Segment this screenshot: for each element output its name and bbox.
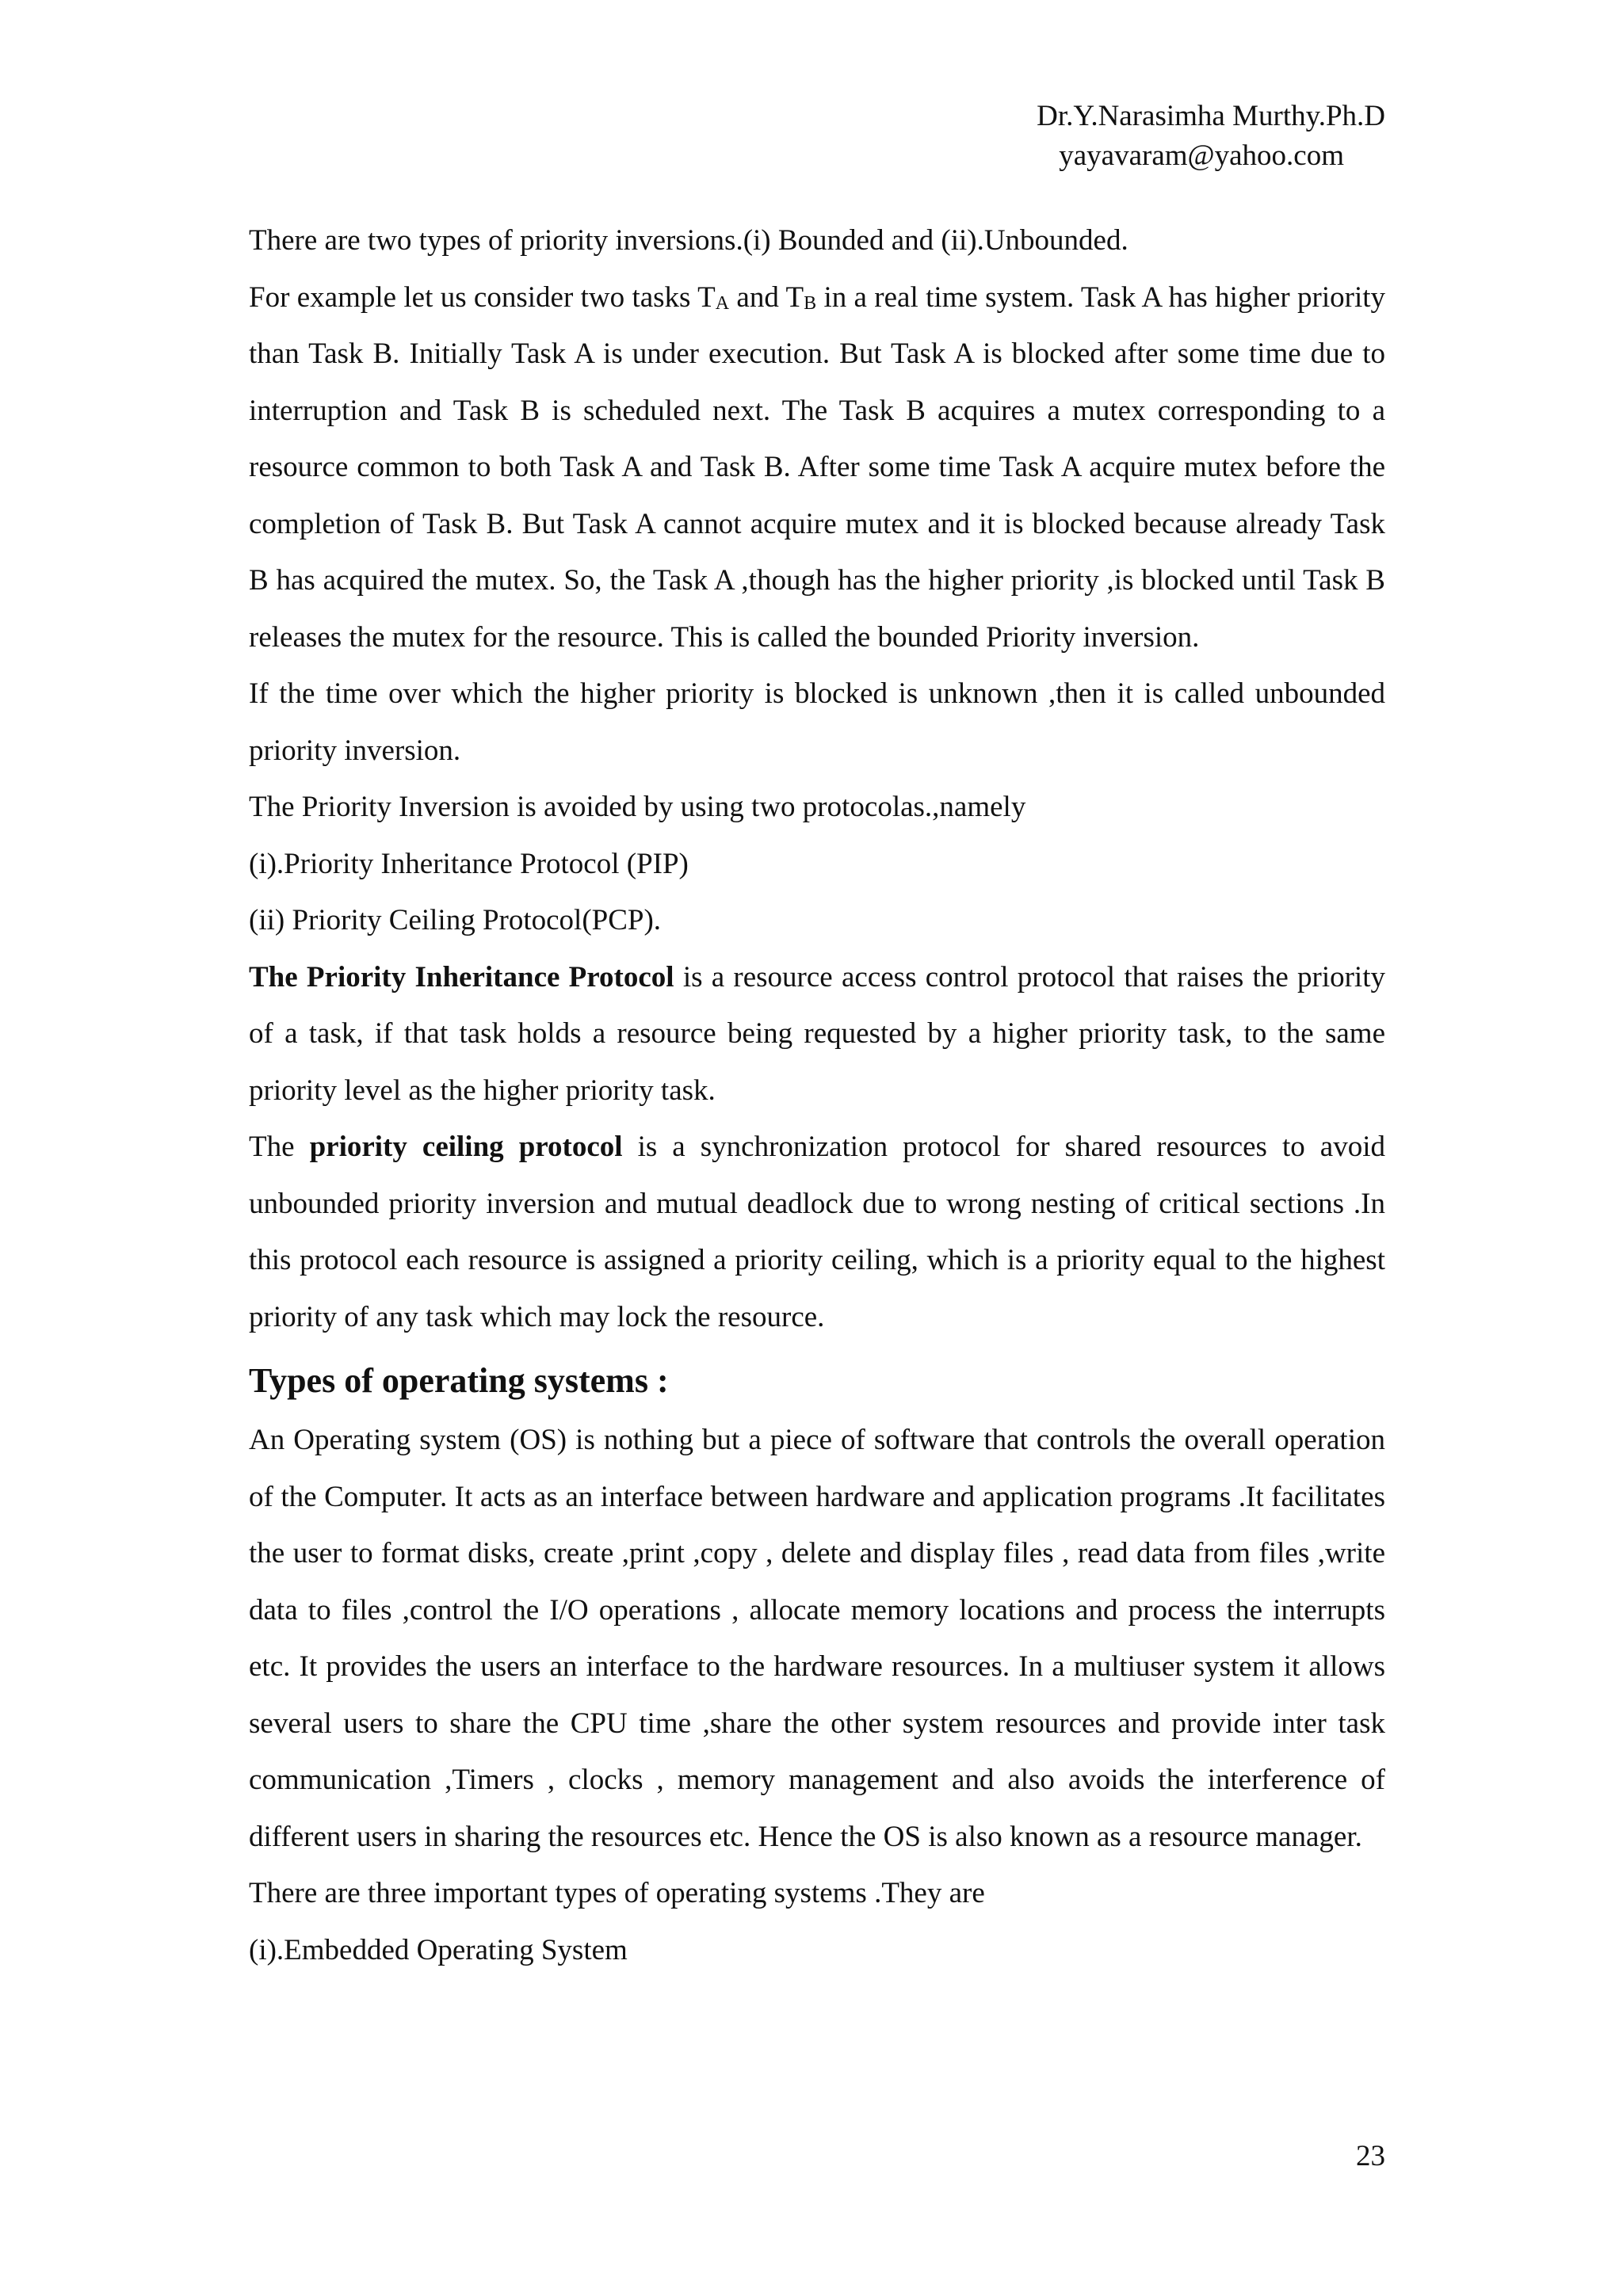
document-body xyxy=(249,212,1385,1978)
paragraph-protocols-intro: The Priority Inversion is avoided by using two protocolas.,namely xyxy=(249,791,1026,823)
paragraph-os-types-intro: There are three important types of operating systems .They are xyxy=(249,1877,985,1909)
paragraph-os-definition: An Operating system (OS) is nothing but a piece of software that controls the overall operation of the Computer. It acts as an interface between hardware and application programs .It facilitates the user to format disks, create ,print ,copy , delete and display files , read data from files ,write data to files ,control the I/O operations , allocate memory locations and process the interrupts etc. It provides the users an interface to the hardware resources. In a multiuser system it allows several users to share the CPU time ,share the other system resources and provide inter task communication ,Timers , clocks , memory management and also avoids the interference of different users in sharing the resources etc. Hence the OS is also known as a resource manager. xyxy=(249,1424,1385,1853)
list-item-embedded-os: (i).Embedded Operating System xyxy=(249,1933,628,1966)
paragraph-priority-inversion-types: There are two types of priority inversions.(i) Bounded and (ii).Unbounded. xyxy=(249,224,1128,257)
paragraph-pcp-definition: The priority ceiling protocol is a synchronization protocol for shared resources to avoid unbounded priority inversion and mutual deadlock due to wrong nesting of critical sections .In this protocol each resource is assigned a priority ceiling, which is a priority equal to the highest priority of any task which may lock the resource. xyxy=(249,1131,1385,1333)
paragraph-pip-definition: The Priority Inheritance Protocol is a resource access control protocol that raises the priority of a task, if that task holds a resource being requested by a higher priority task, to the same priority level as the higher priority task. xyxy=(249,960,1385,1107)
page-number: 23 xyxy=(1356,2140,1385,2172)
paragraph-bounded-example: For example let us consider two tasks $T_A$ and $T_B$ in a real time system. Task A has higher priority than Task B. Initially Task A is under execution. But Task A is blocked after some time due to interruption and Task B is scheduled next. The Task B acquires a mutex corresponding to a resource common to both Task A and Task B. After some time Task A acquire mutex before the completion of Task B. But Task A cannot acquire mutex and it is blocked because already Task B has acquired the mutex. So, the Task A ,though has the higher priority ,is blocked until Task B releases the mutex for the resource. This is called the bounded Priority inversion. xyxy=(249,280,1386,654)
paragraph-unbounded-definition: If the time over which the higher priority is blocked is unknown ,then it is called unbounded priority inversion. xyxy=(249,677,1385,767)
list-item-pip: (i).Priority Inheritance Protocol (PIP) xyxy=(249,847,689,880)
section-heading-os-types: Types of operating systems : xyxy=(249,1361,669,1400)
list-item-pcp: (ii) Priority Ceiling Protocol(PCP). xyxy=(249,904,662,936)
author-email: yayavaram@yahoo.com xyxy=(1059,139,1344,172)
author-name: Dr.Y.Narasimha Murthy.Ph.D xyxy=(1037,100,1385,132)
page-header xyxy=(1037,97,1385,176)
